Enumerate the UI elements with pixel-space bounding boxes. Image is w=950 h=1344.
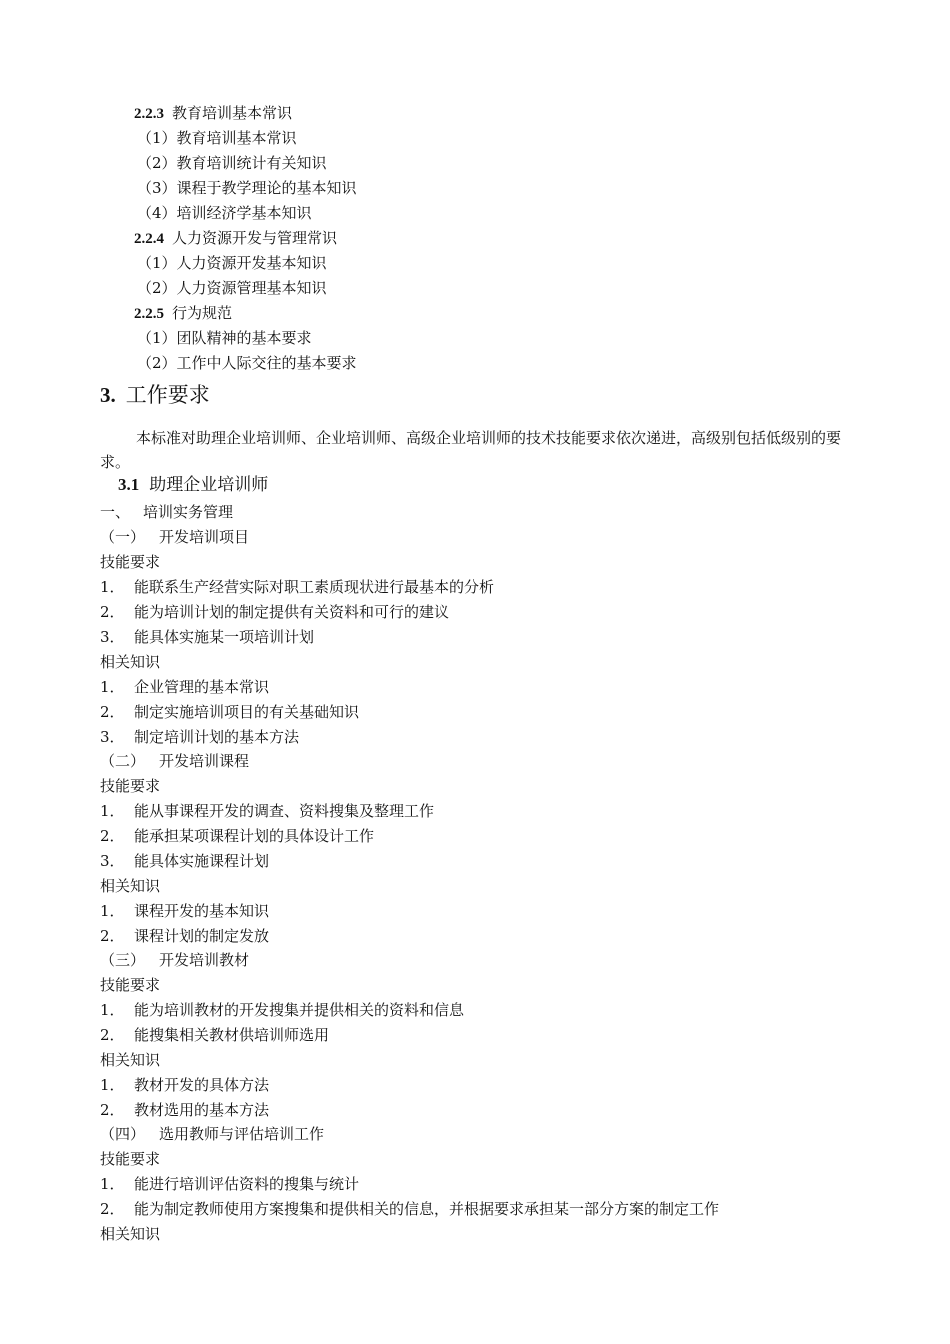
- unit-number: （三）: [100, 951, 146, 969]
- part-heading: [100, 502, 233, 522]
- list-item: 1． 能联系生产经营实际对职工素质现状进行最基本的分析: [100, 578, 495, 596]
- intro-paragraph: 本标准对助理企业培训师、企业培训师、高级企业培训师的技术技能要求依次递进，高级别包括低级别的要求。: [100, 429, 842, 471]
- skill-label: 技能要求: [100, 777, 161, 795]
- list-item: 3． 能具体实施某一项培训计划: [100, 628, 315, 646]
- chapter-number: 3.: [100, 383, 116, 407]
- list-item: 2． 能承担某项课程计划的具体设计工作: [100, 827, 375, 845]
- unit-title: 开发培训教材: [159, 951, 250, 969]
- section-number: 3.1: [118, 475, 140, 494]
- knowledge-label: 相关知识: [100, 653, 161, 671]
- list-item: 2． 能为制定教师使用方案搜集和提供相关的信息，并根据要求承担某一部分方案的制定工作: [100, 1200, 720, 1218]
- section-title: 教育培训基本常识: [172, 104, 293, 122]
- list-item: 1． 教材开发的具体方法: [100, 1076, 270, 1094]
- list-item: 3． 制定培训计划的基本方法: [100, 728, 300, 746]
- skill-label: 技能要求: [100, 1150, 161, 1168]
- knowledge-label: 相关知识: [100, 877, 161, 895]
- unit-heading: [100, 1124, 324, 1144]
- list-item: 2． 教材选用的基本方法: [100, 1101, 270, 1119]
- list-item: 2． 能为培训计划的制定提供有关资料和可行的建议: [100, 603, 450, 621]
- list-item: 1． 能为培训教材的开发搜集并提供相关的资料和信息: [100, 1001, 465, 1019]
- unit-number: （四）: [100, 1125, 146, 1143]
- list-item: （4）培训经济学基本知识: [137, 204, 312, 222]
- unit-number: （一）: [100, 528, 146, 546]
- unit-title: 开发培训项目: [159, 528, 250, 546]
- part-title: 培训实务管理: [143, 503, 234, 521]
- list-item: 1． 课程开发的基本知识: [100, 902, 270, 920]
- list-item: （3）课程于教学理论的基本知识: [137, 179, 357, 197]
- section-3-1-heading: [118, 474, 268, 496]
- list-item: 2． 课程计划的制定发放: [100, 927, 270, 945]
- unit-heading: [100, 527, 249, 547]
- list-item: 2． 能搜集相关教材供培训师选用: [100, 1026, 330, 1044]
- list-item: （2）工作中人际交往的基本要求: [137, 354, 357, 372]
- unit-heading: [100, 751, 249, 771]
- list-item: （1）教育培训基本常识: [137, 129, 297, 147]
- list-item: （1）人力资源开发基本知识: [137, 254, 327, 272]
- list-item: （2）教育培训统计有关知识: [137, 154, 327, 172]
- list-item: 1． 能进行培训评估资料的搜集与统计: [100, 1175, 360, 1193]
- knowledge-label: 相关知识: [100, 1051, 161, 1069]
- section-number: 2.2.5: [134, 306, 164, 322]
- chapter-3-heading: [100, 381, 210, 409]
- unit-title: 开发培训课程: [159, 752, 250, 770]
- section-2-2-3-heading: [134, 103, 292, 124]
- chapter-title: 工作要求: [125, 383, 210, 407]
- unit-title: 选用教师与评估培训工作: [159, 1125, 325, 1143]
- section-title: 助理企业培训师: [149, 475, 269, 495]
- list-item: 1． 企业管理的基本常识: [100, 678, 270, 696]
- section-title: 行为规范: [172, 304, 233, 322]
- section-2-2-4-heading: [134, 228, 337, 249]
- part-number: 一、: [100, 503, 131, 521]
- unit-number: （二）: [100, 752, 146, 770]
- knowledge-label: 相关知识: [100, 1225, 161, 1243]
- list-item: （1）团队精神的基本要求: [137, 329, 312, 347]
- skill-label: 技能要求: [100, 553, 161, 571]
- section-title: 人力资源开发与管理常识: [172, 229, 338, 247]
- section-number: 2.2.4: [134, 231, 164, 247]
- unit-heading: [100, 950, 249, 970]
- list-item: 2． 制定实施培训项目的有关基础知识: [100, 703, 360, 721]
- section-number: 2.2.3: [134, 106, 164, 122]
- skill-label: 技能要求: [100, 976, 161, 994]
- list-item: 1． 能从事课程开发的调查、资料搜集及整理工作: [100, 802, 435, 820]
- list-item: （2）人力资源管理基本知识: [137, 279, 327, 297]
- section-2-2-5-heading: [134, 303, 232, 324]
- list-item: 3． 能具体实施课程计划: [100, 852, 270, 870]
